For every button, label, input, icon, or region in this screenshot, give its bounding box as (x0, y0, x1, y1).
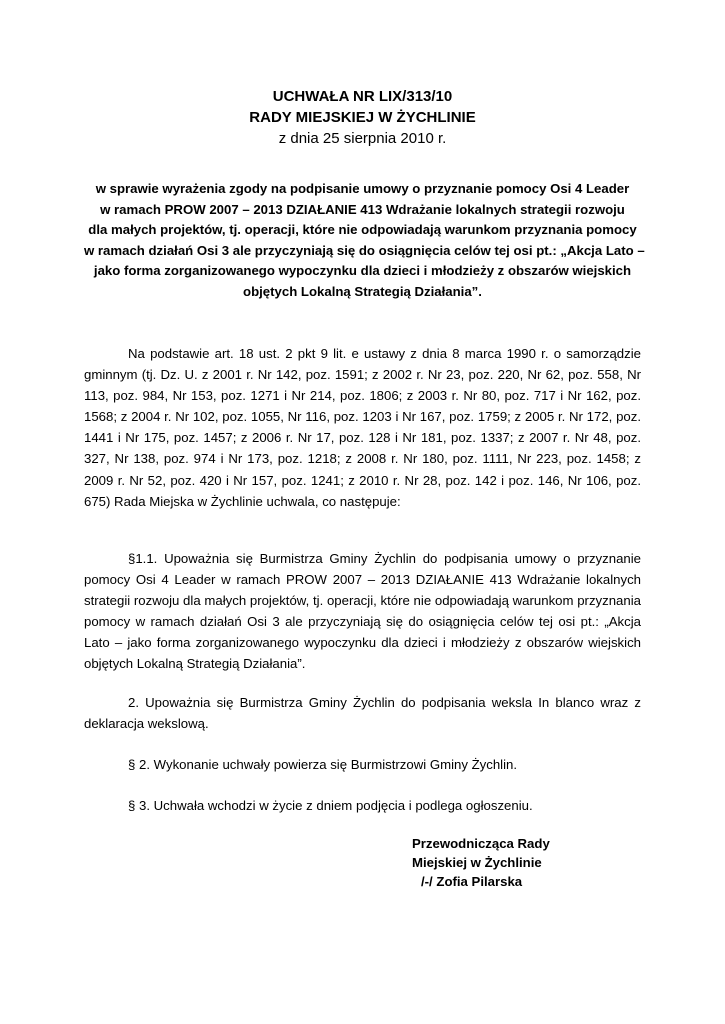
signatory-name: /-/ Zofia Pilarska (421, 874, 523, 889)
signatory-title: Miejskiej w Żychlinie (412, 855, 542, 870)
resolution-header (0, 86, 725, 149)
section-1-point-2-text: 2. Upoważnia się Burmistrza Gminy Żychlin do podpisania weksla In blanco wraz z deklaracja wekslową. (84, 695, 641, 732)
signatory-title: Przewodnicząca Rady (412, 836, 550, 851)
section-1-point-2 (84, 692, 641, 734)
subject-line: jako forma zorganizowanego wypoczynku dla dzieci i młodzieży z obszarów wiejskich (93, 263, 632, 278)
resolution-number: UCHWAŁA NR LIX/313/10 (272, 88, 453, 105)
resolution-subject (84, 179, 645, 302)
legal-basis-text: Na podstawie art. 18 ust. 2 pkt 9 lit. e ustawy z dnia 8 marca 1990 r. o samorządzie gminnym (tj. Dz. U. z 2001 r. Nr 142, poz. 1591; z 2002 r. Nr 23, poz. 220, Nr 62, poz. 558, Nr 113, poz. 984, Nr 153, poz. 1271 i Nr 214, poz. 1806; z 2003 r. Nr 80, poz. 717 i Nr 162, poz. 1568; z 2004 r. Nr 102, poz. 1055, Nr 116, poz. 1203 i Nr 167, poz. 1759; z 2005 r. Nr 172, poz. 1441 i Nr 175, poz. 1457; z 2006 r. Nr 17, poz. 128 i Nr 181, poz. 1337; z 2007 r. Nr 48, poz. 327, Nr 138, poz. 974 i Nr 173, poz. 1218; z 2008 r. Nr 180, poz. 1111, Nr 223, poz. 1458; z 2009 r. Nr 52, poz. 420 i Nr 157, poz. 1241; z 2010 r. Nr 28, poz. 142 i poz. 146, Nr 106, poz. 675) Rada Miejska w Żychlinie uchwala, co następuje: (84, 346, 641, 509)
legal-basis-paragraph (84, 343, 641, 512)
subject-line: objętych Lokalną Strategią Działania”. (243, 283, 482, 299)
section-2 (84, 754, 641, 775)
council-name: RADY MIEJSKIEJ W ŻYCHLINIE (249, 109, 476, 126)
subject-line: w sprawie wyrażenia zgody na podpisanie umowy o przyznanie pomocy Osi 4 Leader (95, 181, 630, 196)
signature-block (412, 834, 550, 891)
section-1-point-1-text: §1.1. Upoważnia się Burmistrza Gminy Żychlin do podpisania umowy o przyznanie pomocy Osi 4 Leader w ramach PROW 2007 – 2013 DZIAŁANIE 413 Wdrażanie lokalnych strategii rozwoju dla małych projektów, tj. operacji, które nie odpowiadają warunkom przyznania pomocy w ramach działań Osi 3 ale przyczyniają się do osiągnięcia celów tej osi pt.: „Akcja Lato – jako forma zorganizowanego wypoczynku dla dzieci i młodzieży z obszarów wiejskich objętych Lokalną Strategią Działania”. (84, 551, 641, 672)
resolution-date: z dnia 25 sierpnia 2010 r. (278, 130, 447, 147)
section-2-text: § 2. Wykonanie uchwały powierza się Burmistrzowi Gminy Żychlin. (128, 757, 518, 772)
subject-line: dla małych projektów, tj. operacji, które nie odpowiadają warunkom przyznania pomocy (88, 222, 637, 237)
subject-line: w ramach działań Osi 3 ale przyczyniają się do osiągnięcia celów tej osi pt.: „Akcja Lato – (84, 242, 645, 258)
section-3 (84, 795, 641, 816)
section-3-text: § 3. Uchwała wchodzi w życie z dniem podjęcia i podlega ogłoszeniu. (128, 798, 533, 813)
section-1-point-1 (84, 548, 641, 675)
subject-line: w ramach PROW 2007 – 2013 DZIAŁANIE 413 Wdrażanie lokalnych strategii rozwoju (100, 201, 625, 217)
